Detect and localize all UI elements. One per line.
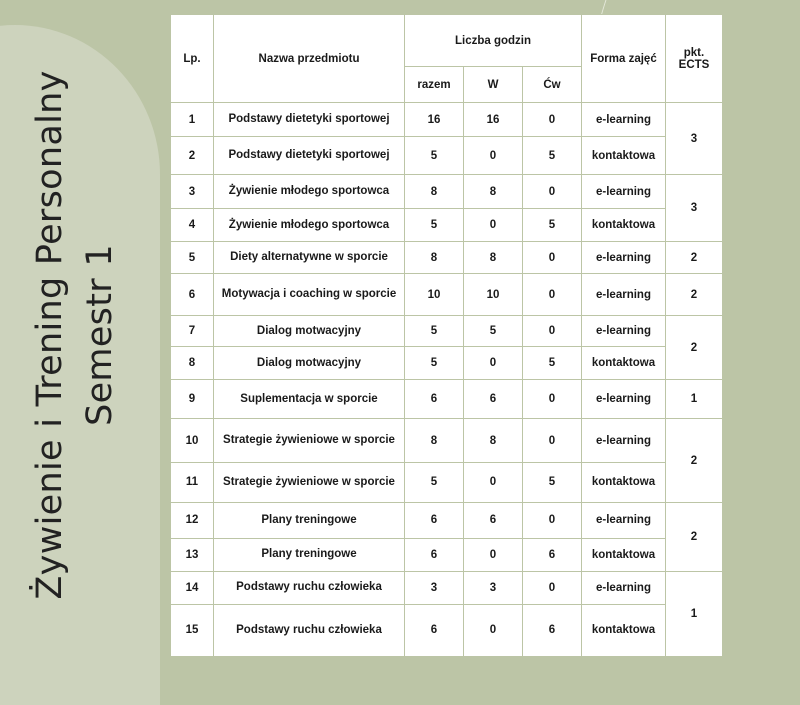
header-total: razem [405,67,464,103]
cell-lp: 7 [171,316,214,347]
cell-total: 16 [405,103,464,137]
header-form: Forma zajęć [582,15,666,103]
table-row [171,137,723,175]
cell-form: kontaktowa [582,604,666,656]
cell-w: 8 [464,419,523,462]
header-ects-line-2: ECTS [678,58,710,71]
cell-total: 5 [405,347,464,380]
cell-cw: 5 [523,137,582,175]
table-row [171,103,723,137]
cell-ects: 1 [666,380,723,419]
cell-ects: 3 [666,175,723,242]
cell-total: 5 [405,316,464,347]
cell-lp: 13 [171,538,214,571]
cell-total: 5 [405,137,464,175]
cell-total: 5 [405,462,464,502]
cell-lp: 2 [171,137,214,175]
cell-w: 3 [464,571,523,604]
cell-w: 10 [464,274,523,316]
table-row [171,538,723,571]
cell-form: kontaktowa [582,209,666,242]
cell-cw: 5 [523,209,582,242]
cell-w: 0 [464,462,523,502]
header-lp: Lp. [171,15,214,103]
cell-w: 16 [464,103,523,137]
cell-total: 6 [405,502,464,538]
cell-cw: 0 [523,242,582,274]
cell-total: 8 [405,175,464,209]
table-row [171,316,723,347]
cell-name: Podstawy dietetyki sportowej [214,137,405,175]
cell-w: 0 [464,347,523,380]
cell-cw: 5 [523,347,582,380]
cell-ects: 2 [666,242,723,274]
cell-lp: 10 [171,419,214,462]
cell-cw: 6 [523,604,582,656]
cell-w: 0 [464,604,523,656]
cell-form: e-learning [582,316,666,347]
table-row [171,274,723,316]
table-row [171,209,723,242]
cell-w: 0 [464,137,523,175]
cell-form: e-learning [582,502,666,538]
table-row [171,347,723,380]
cell-form: kontaktowa [582,137,666,175]
cell-lp: 8 [171,347,214,380]
table-row [171,175,723,209]
cell-lp: 14 [171,571,214,604]
header-name: Nazwa przedmiotu [214,15,405,103]
cell-cw: 0 [523,274,582,316]
cell-form: kontaktowa [582,347,666,380]
cell-name: Podstawy dietetyki sportowej [214,103,405,137]
cell-lp: 11 [171,462,214,502]
cell-cw: 5 [523,462,582,502]
table-row [171,502,723,538]
cell-cw: 0 [523,419,582,462]
cell-total: 10 [405,274,464,316]
cell-form: kontaktowa [582,462,666,502]
cell-name: Motywacja i coaching w sporcie [214,274,405,316]
cell-lp: 5 [171,242,214,274]
cell-form: e-learning [582,380,666,419]
cell-name: Podstawy ruchu człowieka [214,571,405,604]
cell-form: e-learning [582,175,666,209]
cell-w: 8 [464,175,523,209]
cell-ects: 2 [666,419,723,502]
cell-cw: 6 [523,538,582,571]
cell-form: e-learning [582,419,666,462]
cell-ects: 2 [666,316,723,380]
cell-lp: 9 [171,380,214,419]
cell-form: e-learning [582,571,666,604]
cell-cw: 0 [523,103,582,137]
cell-ects: 2 [666,274,723,316]
cell-cw: 0 [523,316,582,347]
cell-cw: 0 [523,380,582,419]
cell-name: Dialog motwacyjny [214,316,405,347]
header-w: W [464,67,523,103]
cell-name: Dialog motwacyjny [214,347,405,380]
cell-name: Plany treningowe [214,502,405,538]
cell-total: 6 [405,380,464,419]
cell-cw: 0 [523,502,582,538]
cell-total: 6 [405,538,464,571]
cell-total: 3 [405,571,464,604]
cell-cw: 0 [523,571,582,604]
cell-form: e-learning [582,242,666,274]
cell-w: 5 [464,316,523,347]
cell-lp: 1 [171,103,214,137]
header-cw: Ćw [523,67,582,103]
cell-ects: 1 [666,571,723,656]
cell-cw: 0 [523,175,582,209]
cell-name: Strategie żywieniowe w sporcie [214,462,405,502]
schedule-table [170,14,723,657]
cell-total: 8 [405,242,464,274]
table-row [171,242,723,274]
cell-ects: 3 [666,103,723,175]
cell-w: 8 [464,242,523,274]
schedule-table-container [170,14,722,657]
cell-w: 6 [464,502,523,538]
cell-name: Diety alternatywne w sporcie [214,242,405,274]
cell-form: e-learning [582,103,666,137]
cell-name: Plany treningowe [214,538,405,571]
cell-form: e-learning [582,274,666,316]
cell-lp: 12 [171,502,214,538]
title-line-2: Semestr 1 [80,244,120,426]
cell-w: 0 [464,538,523,571]
cell-total: 6 [405,604,464,656]
title-line-1: Żywienie i Trening Personalny [30,70,70,600]
cell-name: Żywienie młodego sportowca [214,209,405,242]
cell-w: 0 [464,209,523,242]
cell-total: 5 [405,209,464,242]
cell-name: Żywienie młodego sportowca [214,175,405,209]
table-row [171,604,723,656]
cell-lp: 15 [171,604,214,656]
page-title [25,70,125,599]
cell-lp: 4 [171,209,214,242]
table-row [171,419,723,462]
table-row [171,462,723,502]
cell-form: kontaktowa [582,538,666,571]
cell-name: Suplementacja w sporcie [214,380,405,419]
cell-lp: 3 [171,175,214,209]
header-ects [666,15,723,103]
cell-total: 8 [405,419,464,462]
cell-lp: 6 [171,274,214,316]
cell-name: Strategie żywieniowe w sporcie [214,419,405,462]
cell-w: 6 [464,380,523,419]
table-row [171,380,723,419]
header-ects-line-1: pkt. [683,46,705,59]
header-hours: Liczba godzin [405,15,582,67]
table-row [171,571,723,604]
cell-ects: 2 [666,502,723,571]
cell-name: Podstawy ruchu człowieka [214,604,405,656]
